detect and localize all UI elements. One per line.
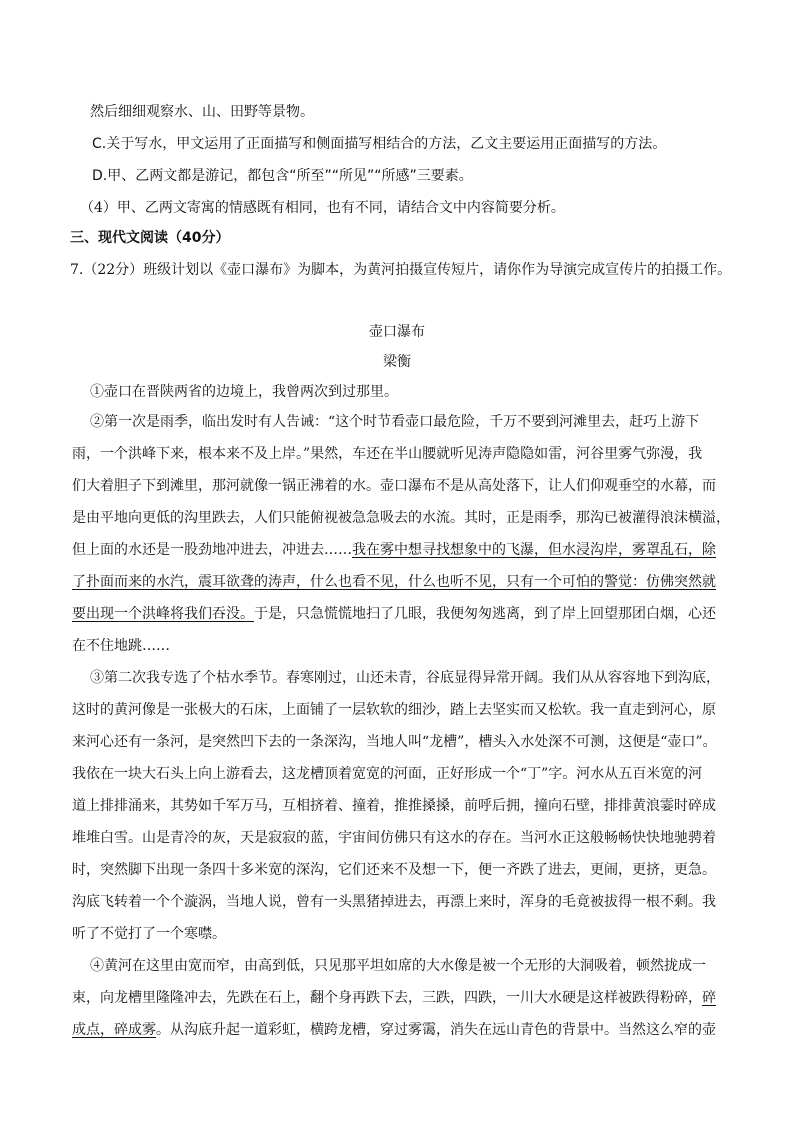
question-7: 7.（22分）班级计划以《壶口瀑布》为脚本，为黄河拍摄宣传短片，请你作为导演完成宣传片的拍摄工作。 xyxy=(70,262,732,278)
paragraph-3-line: 沟底飞转着一个个漩涡，当地人说，曾有一头黑猪掉进去，再漂上来时，浑身的毛竟被拔得一根不剩。我 xyxy=(72,894,716,910)
option-d: D.甲、乙两文都是游记，都包含“所至”“所见”“所感”三要素。 xyxy=(92,168,473,184)
paragraph-3-line: 来河心还有一条河，是突然凹下去的一条深沟，当地人叫“龙槽”，槽头入水处深不可测，这便是“壶口”。 xyxy=(72,734,717,750)
paragraph-3-line: 这时的黄河像是一张极大的石床，上面铺了一层软软的细沙，踏上去坚实而又松软。我一直走到河心，原 xyxy=(72,702,716,718)
paragraph-4-line xyxy=(72,1020,732,1040)
paragraph-3-line: 时，突然脚下出现一条四十多米宽的深沟，它们还来不及想一下，便一齐跌了进去，更闹，更挤，更急。 xyxy=(72,862,716,878)
plain-text: 。从沟底升起一道彩虹，横跨龙槽，穿过雾霭，消失在远山青色的背景中。当然这么窄的壶 xyxy=(156,1022,716,1038)
underlined-text: 成点，碎成雾 xyxy=(72,1022,156,1038)
paragraph-2-line: 雨，一个洪峰下来，根本来不及上岸。”果然，车还在半山腰就听见涛声隐隐如雷，河谷里雾气弥漫，我 xyxy=(72,446,703,462)
article-title: 壶口瀑布 xyxy=(369,324,425,340)
paragraph-3-line: 道上排排涌来，其势如千军万马，互相挤着、撞着，推推搡搡，前呼后拥，撞向石壁，排排黄浪霎时碎成 xyxy=(72,798,716,814)
paragraph-3-line: 听了不觉打了一个寒噤。 xyxy=(72,926,226,942)
paragraph-1: ①壶口在晋陕两省的边境上，我曾两次到过那里。 xyxy=(90,384,398,400)
underlined-text: 我在雾中想寻找想象中的飞瀑，但水浸沟岸，雾罩乱石，除 xyxy=(352,542,716,558)
plain-text: 但上面的水还是一股劲地冲进去，冲进去…… xyxy=(72,542,352,558)
option-b-continued: 然后细细观察水、山、田野等景物。 xyxy=(90,104,314,120)
paragraph-3-line: 我依在一块大石头上向上游看去，这龙槽顶着宽宽的河面，正好形成一个“丁”字。河水从五百米宽的河 xyxy=(72,766,703,782)
underlined-text: 要出现一个洪峰将我们吞没。 xyxy=(72,606,254,622)
paragraph-2-line: 是由平地向更低的沟里跌去，人们只能俯视被急急吸去的水流。其时，正是雨季，那沟已被灌得浪沫横溢， xyxy=(72,510,730,526)
section-heading: 三、现代文阅读（40分） xyxy=(70,230,230,246)
paragraph-2-line: 在不住地跳…… xyxy=(72,638,170,654)
option-c: C.关于写水，甲文运用了正面描写和侧面描写相结合的方法，乙文主要运用正面描写的方法。 xyxy=(92,136,667,152)
underlined-text: 碎 xyxy=(702,990,716,1006)
plain-text: 束，向龙槽里隆隆冲去，先跌在石上，翻个身再跌下去，三跌，四跌，一川大水硬是这样被跌得粉碎， xyxy=(72,990,702,1006)
paragraph-4-line: ④黄河在这里由宽而窄，由高到低，只见那平坦如席的大水像是被一个无形的大洞吸着，顿然拢成一 xyxy=(90,958,706,974)
paragraph-2-line xyxy=(72,540,732,560)
underlined-text: 了扑面而来的水汽，震耳欲聋的涛声，什么也看不见，什么也听不见，只有一个可怕的警觉：仿佛突然就 xyxy=(72,574,716,590)
article-author: 梁衡 xyxy=(383,354,411,370)
paragraph-2-line xyxy=(72,604,732,624)
question-4: （4）甲、乙两文寄寓的情感既有相同，也有不同，请结合文中内容简要分析。 xyxy=(80,200,565,216)
paragraph-2-line xyxy=(72,572,732,592)
paragraph-3-line: 堆堆白雪。山是青冷的灰，天是寂寂的蓝，宇宙间仿佛只有这水的存在。当河水正这般畅畅快快地驰骋着 xyxy=(72,830,716,846)
paragraph-4-line xyxy=(72,988,732,1008)
plain-text: 于是，只急慌慌地扫了几眼，我便匆匆逃离，到了岸上回望那团白烟，心还 xyxy=(254,606,716,622)
paragraph-3-line: ③第二次我专选了个枯水季节。春寒刚过，山还未青，谷底显得异常开阔。我们从从容容地下到沟底， xyxy=(90,670,720,686)
paragraph-2-line: 们大着胆子下到滩里，那河就像一锅正沸着的水。壶口瀑布不是从高处落下，让人们仰观垂空的水幕，而 xyxy=(72,478,716,494)
paragraph-2-line: ②第一次是雨季，临出发时有人告诫：“这个时节看壶口最危险，千万不要到河滩里去，赶巧上游下 xyxy=(90,414,700,430)
